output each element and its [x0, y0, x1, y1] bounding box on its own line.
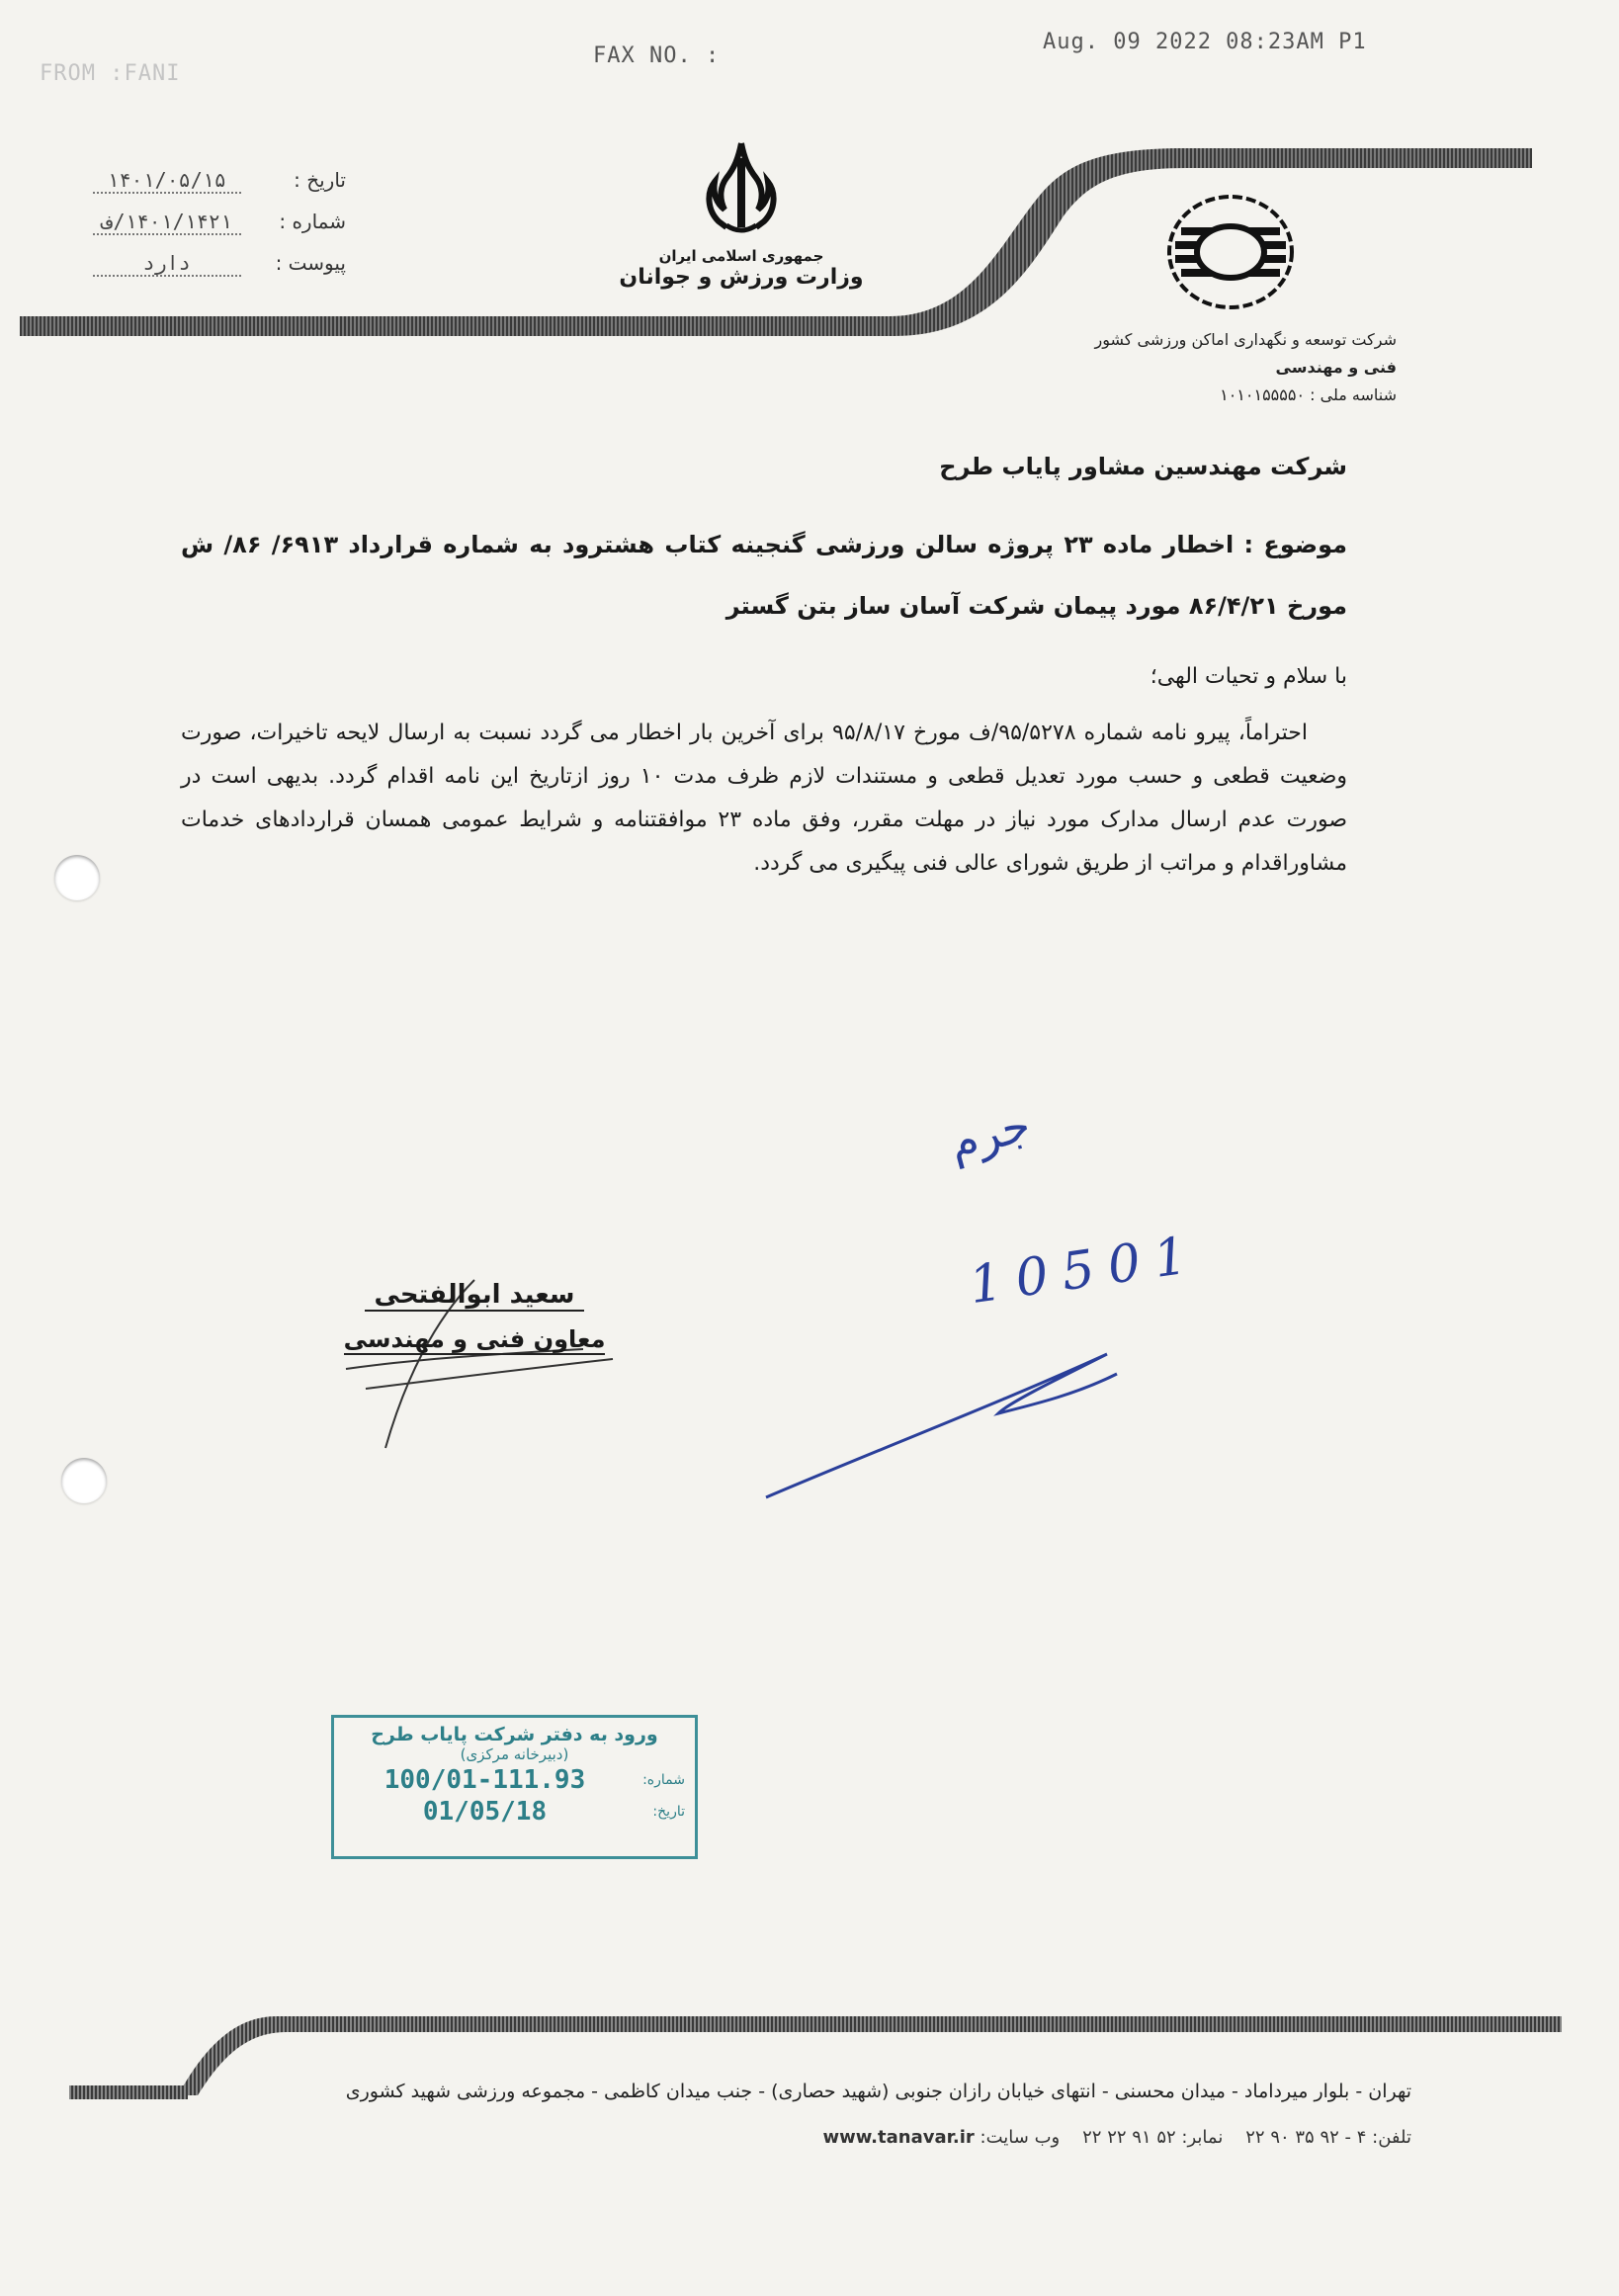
signatory-title: معاون فنی و مهندسی: [343, 1325, 606, 1353]
stamp-number-label: شماره:: [642, 1772, 685, 1788]
received-stamp: [331, 1715, 698, 1859]
ministry-block: [583, 138, 899, 290]
organization-logo-block: [1067, 188, 1394, 320]
footer-website-label: وب سایت:: [980, 2127, 1061, 2148]
stamp-date-value: 01/05/18: [422, 1797, 548, 1827]
ministry-name: وزارت ورزش و جوانان: [619, 265, 864, 290]
stamp-number-row: [344, 1765, 685, 1795]
stamp-title: ورود به دفتر شرکت پایاب طرح: [371, 1724, 658, 1745]
footer-contact: [822, 2127, 1411, 2148]
organization-national-id: شناسه ملی : ۱۰۱۰۱۵۵۵۵۰: [1220, 385, 1397, 404]
organization-name: شرکت توسعه و نگهداری اماکن ورزشی کشور: [1094, 330, 1397, 349]
ministry-country: جمهوری اسلامی ایران: [658, 247, 824, 265]
meta-date-value: ۱۴۰۱/۰۵/۱۵: [93, 168, 241, 194]
footer-fax: نمابر: ۵۲ ۹۱ ۲۲ ۲۲: [1082, 2127, 1224, 2148]
fax-from: FROM :FANI: [40, 61, 181, 86]
stamp-date-row: [344, 1797, 685, 1827]
iran-emblem-icon: [697, 138, 786, 237]
handwritten-number: 10501: [965, 1224, 1205, 1317]
pen-stroke: [751, 1334, 1127, 1512]
stamp-date-label: تاریخ:: [652, 1804, 685, 1820]
organization-logo-icon: [1161, 188, 1300, 316]
letter-body: احتراماً، پیرو نامه شماره ۹۵/۵۲۷۸/ف مورخ ۹۵/۸/۱۷ برای آخرین بار اخطار می گردد نسبت به ارسال لایحه تاخیرات، صورت وضعیت قطعی و حسب مورد تعدیل قطعی و مستندات لازم ظرف مدت ۱۰ روز ازتاریخ این نامه اقدام گردد. بدیهی است در صورت عدم ارسال مدارک مورد نیاز در مهلت مقرر، وفق ماده ۲۳ موافقتنامه و شرایط عمومی همسان قراردادهای خدمات مشاوراقدام و مراتب از طریق شورای عالی فنی پیگیری می گردد.: [181, 721, 1348, 876]
addressee: شرکت مهندسین مشاور پایاب طرح: [939, 453, 1347, 480]
footer-address: تهران - بلوار میرداماد - میدان محسنی - انتهای خیابان رازان جنوبی (شهید حصاری) - جنب میدان کاظمی - مجموعه ورزشی شهید کشوری: [345, 2081, 1411, 2102]
punch-hole: [61, 1458, 107, 1503]
organization-department: فنی و مهندسی: [1275, 358, 1397, 377]
subject: موضوع : اخطار ماده ۲۳ پروژه سالن ورزشی گنجینه کتاب هشترود به شماره قرارداد ۶۹۱۳/ ۸۶/ ش مورخ ۸۶/۴/۲۱ مورد پیمان شرکت آسان ساز بتن گستر: [181, 531, 1347, 620]
fax-number: FAX NO. :: [593, 43, 721, 68]
meta-number-label: شماره :: [279, 210, 346, 233]
stamp-number-value: 100/01-111.93: [383, 1765, 586, 1795]
stamp-subtitle: (دبیرخانه مرکزی): [460, 1745, 569, 1763]
organization-text: [952, 326, 1397, 409]
meta-attachment-value: دارد: [93, 251, 241, 277]
signature-block: [326, 1280, 623, 1355]
handwritten-note: جرم: [943, 1097, 1036, 1170]
meta-attachment-label: پیوست :: [275, 251, 346, 275]
meta-date-label: تاریخ :: [294, 168, 346, 192]
greeting: با سلام و تحیات الهی؛: [1150, 664, 1347, 689]
footer-phone: تلفن: ۴ - ۹۲ ۳۵ ۹۰ ۲۲: [1245, 2127, 1411, 2148]
fax-date: Aug. 09 2022 08:23AM P1: [1043, 30, 1367, 54]
punch-hole: [54, 855, 100, 900]
footer-website-link[interactable]: www.tanavar.ir: [822, 2127, 975, 2148]
meta-number-value: ۱۴۰۱/۱۴۲۱/ف: [93, 210, 241, 235]
signatory-name: سعید ابوالفتحی: [365, 1280, 585, 1312]
